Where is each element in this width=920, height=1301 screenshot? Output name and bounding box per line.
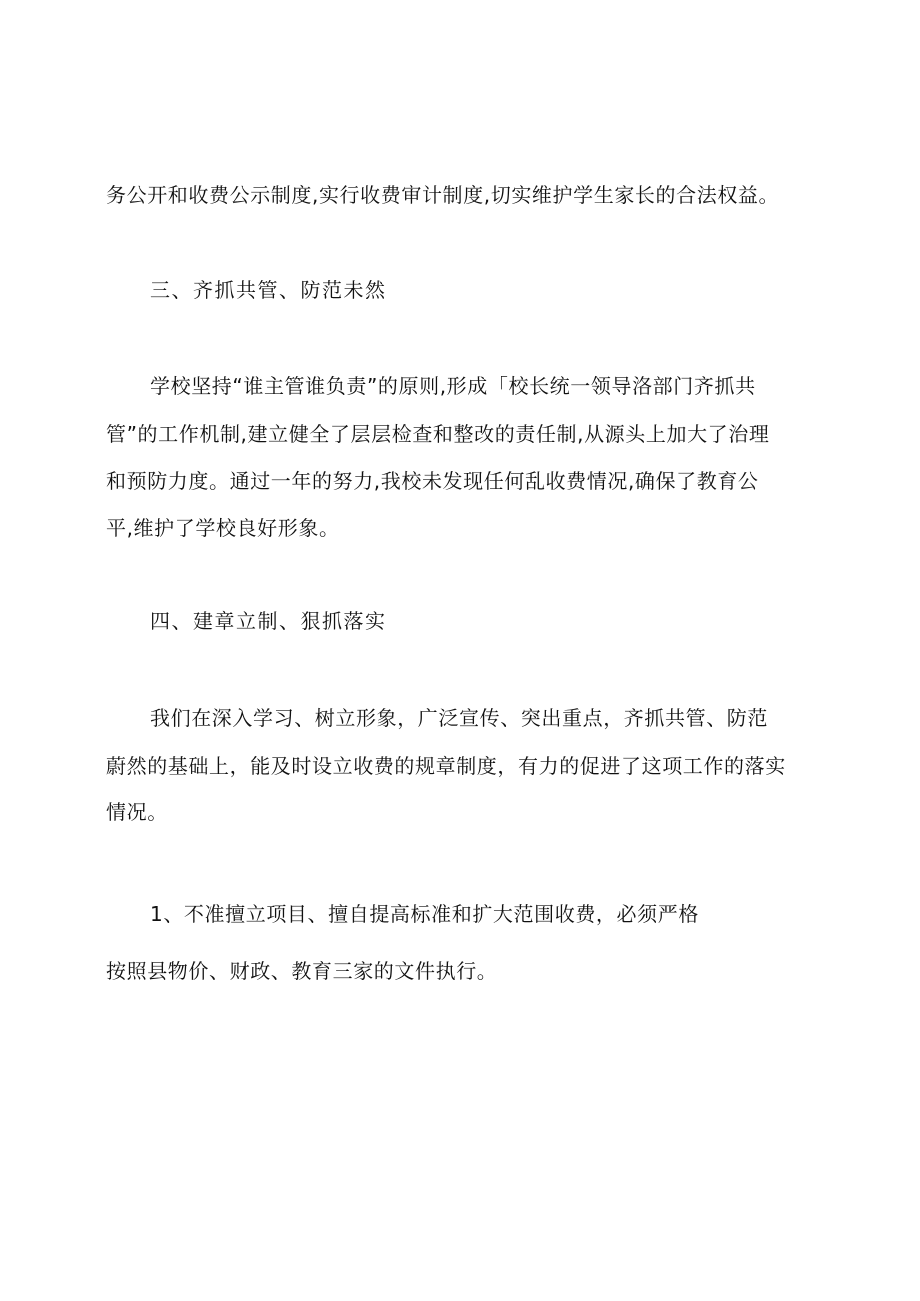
section-heading: 四、建章立制、狠抓落实 <box>150 609 387 633</box>
paragraph-line: 1、不准擅立项目、擅自提高标准和扩大范围收费，必须严格 <box>150 902 699 926</box>
paragraph-line: 和预防力度。通过一年的努力,我校未发现任何乱收费情况,确保了教育公 <box>106 469 759 493</box>
paragraph-line: 按照县物价、财政、教育三家的文件执行。 <box>106 959 498 983</box>
section-heading: 三、齐抓共管、防范未然 <box>150 278 387 302</box>
paragraph-line: 学校坚持“谁主管谁负责”的原则,形成「校长统一领导洛部门齐抓共 <box>150 374 756 398</box>
paragraph-line: 管”的工作机制,建立健全了层层检查和整改的责任制,从源头上加大了治理 <box>106 422 770 446</box>
paragraph-line: 平,维护了学校良好形象。 <box>106 516 340 540</box>
paragraph-line: 我们在深入学习、树立形象，广泛宣传、突出重点，齐抓共管、防范 <box>150 706 768 730</box>
paragraph-line: 蔚然的基础上，能及时设立收费的规章制度，有力的促进了这项工作的落实 <box>106 754 786 778</box>
paragraph-line: 情况。 <box>106 800 168 824</box>
paragraph-line: 务公开和收费公示制度,实行收费审计制度,切实维护学生家长的合法权益。 <box>106 183 780 207</box>
